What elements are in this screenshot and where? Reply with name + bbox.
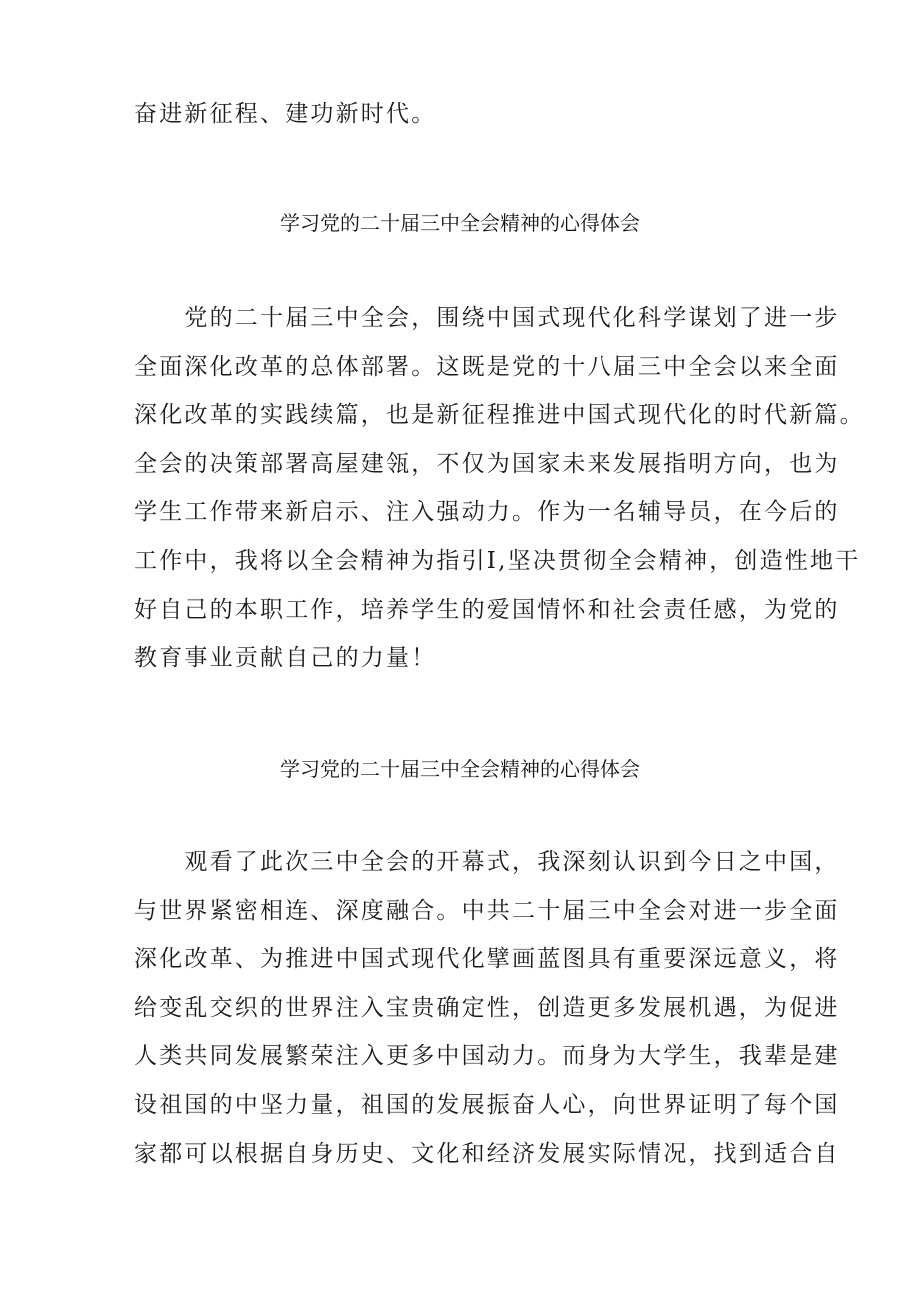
section-title: 学习党的二十届三中全会精神的心得体会: [280, 211, 640, 235]
paragraph-line: 设祖国的中坚力量，祖国的发展振奋人心，向世界证明了每个国: [134, 1092, 840, 1118]
paragraph-line: 全面深化改革的总体部署。这既是党的十八届三中全会以来全面: [134, 354, 840, 380]
paragraph-line: 家都可以根据自身历史、文化和经济发展实际情况，找到适合自: [134, 1141, 840, 1167]
section-title: 学习党的二十届三中全会精神的心得体会: [280, 757, 640, 781]
paragraph-line: 深化改革的实践续篇，也是新征程推进中国式现代化的时代新篇。: [134, 402, 865, 428]
paragraph-line: 观看了此次三中全会的开幕式，我深刻认识到今日之中国，: [134, 849, 840, 875]
paragraph-line: 学生工作带来新启示、注入强动力。作为一名辅导员，在今后的: [134, 499, 840, 525]
paragraph-line: 工作中，我将以全会精神为指引I,坚决贯彻全会精神，创造性地干: [134, 548, 861, 574]
paragraph-line: 全会的决策部署高屋建瓴，不仅为国家未来发展指明方向，也为: [134, 451, 840, 477]
paragraph-line: 教育事业贡献自己的力量！: [134, 645, 437, 671]
paragraph-line: 好自己的本职工作，培养学生的爱国情怀和社会责任感，为党的: [134, 597, 840, 623]
paragraph-line: 给变乱交织的世界注入宝贵确定性，创造更多发展机遇，为促进: [134, 995, 840, 1021]
paragraph-line: 深化改革、为推进中国式现代化擘画蓝图具有重要深远意义，将: [134, 946, 840, 972]
paragraph-line: 人类共同发展繁荣注入更多中国动力。而身为大学生，我辈是建: [134, 1043, 840, 1069]
paragraph-line: 奋进新征程、建功新时代。: [134, 101, 437, 127]
paragraph-line: 与世界紧密相连、深度融合。中共二十届三中全会对进一步全面: [134, 898, 840, 924]
paragraph-line: 党的二十届三中全会，围绕中国式现代化科学谋划了进一步: [134, 305, 840, 331]
